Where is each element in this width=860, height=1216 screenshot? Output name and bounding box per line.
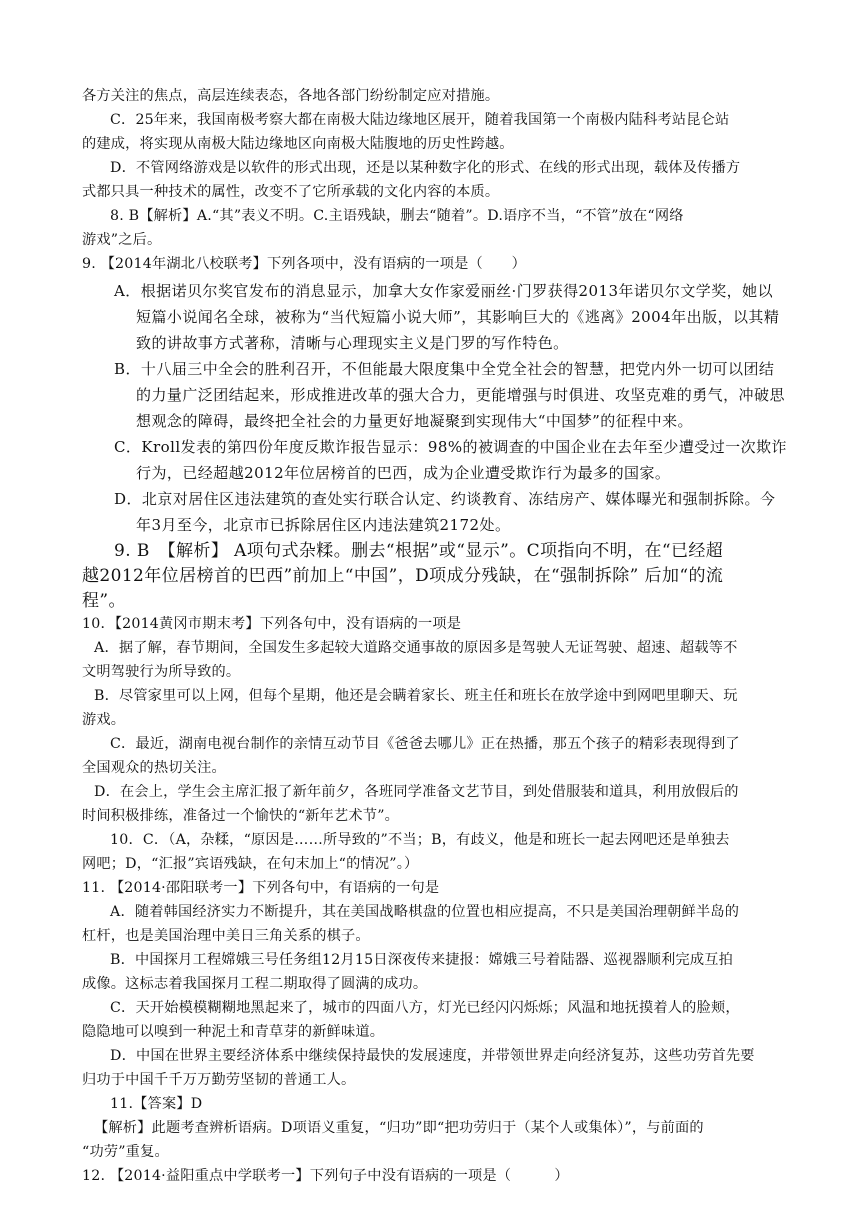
option-line: A．据了解，春节期间，全国发生多起较大道路交通事故的原因多是驾驶人无证驾驶、超速、超载等不 bbox=[94, 640, 738, 656]
option-line: 归功于中国千千万万勤劳坚韧的普通工人。 bbox=[82, 1072, 356, 1088]
option-line: 杠杆，也是美国治理中美日三角关系的棋子。 bbox=[82, 928, 370, 944]
option-line: C．最近，湖南电视台制作的亲情互动节目《爸爸去哪儿》正在热播，那五个孩子的精彩表现得到了 bbox=[110, 736, 740, 752]
option-line: 游戏。 bbox=[82, 712, 126, 728]
option-line: C．天开始模模糊糊地黑起来了，城市的四面八方，灯光已经闪闪烁烁；风温和地抚摸着人的脸颊， bbox=[110, 1000, 740, 1016]
text-line: 的建成，将实现从南极大陆边缘地区向南极大陆腹地的历史性跨越。 bbox=[82, 136, 514, 152]
question-heading: 10．【2014黄冈市期末考】下列各句中，没有语病的一项是 bbox=[82, 616, 462, 632]
option-line: 致的讲故事方式著称，清晰与心理现实主义是门罗的写作特色。 bbox=[136, 334, 569, 352]
question-heading: 12. 【2014·益阳重点中学联考一】下列句子中没有语病的一项是（ ） bbox=[82, 1168, 569, 1184]
text-line: 式都只具一种技术的属性，改变不了它所承载的文化内容的本质。 bbox=[82, 184, 500, 200]
option-line: 想观念的障碍，最终把全社会的力量更好地凝聚到实现伟大“中国梦”的征程中来。 bbox=[136, 412, 693, 430]
option-line: B．十八届三中全会的胜利召开，不但能最大限度集中全党全社会的智慧，把党内外一切可以团结 bbox=[114, 360, 775, 378]
answer-line: 11.【答案】D bbox=[110, 1096, 203, 1112]
option-line: B．中国探月工程嫦娥三号任务组12月15日深夜传来捷报：嫦娥三号着陆器、巡视器顺利完成互拍 bbox=[110, 952, 734, 968]
option-line: A．根据诺贝尔奖官发布的消息显示，加拿大女作家爱丽丝·门罗获得2013年诺贝尔文学奖，她以 bbox=[114, 282, 774, 300]
option-line: 的力量广泛团结起来，形成推进改革的强大合力，更能增强与时俱进、攻坚克难的勇气，冲破思 bbox=[136, 386, 785, 404]
option-line: 短篇小说闻名全球，被称为“当代短篇小说大师”，其影响巨大的《逃离》2004年出版，以其精 bbox=[136, 308, 780, 326]
option-line: 文明驾驶行为所导致的。 bbox=[82, 664, 241, 680]
option-line: D．在会上，学生会主席汇报了新年前夕，各班同学准备文艺节目，到处借服装和道具，利用放假后的 bbox=[94, 784, 739, 800]
option-line: C．Kroll发表的第四份年度反欺诈报告显示：98%的被调查的中国企业在去年至少遭受过一次欺诈 bbox=[114, 438, 787, 456]
option-line: 成像。这标志着我国探月工程二期取得了圆满的成功。 bbox=[82, 976, 428, 992]
question-heading: 9. 【2014年湖北八校联考】下列各项中，没有语病的一项是（ ） bbox=[82, 256, 527, 272]
answer-line: “功劳”重复。 bbox=[82, 1144, 169, 1160]
option-line: 年3月至今，北京市已拆除居住区内违法建筑2172处。 bbox=[136, 516, 511, 534]
answer-line: 越2012年位居榜首的巴西”前加上“中国”，D项成分残缺，在“强制拆除” 后加“的流 bbox=[82, 566, 724, 586]
option-line: A．随着韩国经济实力不断提升，其在美国战略棋盘的位置也相应提高，不只是美国治理朝鲜半岛的 bbox=[110, 904, 740, 920]
text-line: D．不管网络游戏是以软件的形式出现，还是以某种数字化的形式、在线的形式出现，载体及传播方 bbox=[110, 160, 741, 176]
text-line: 各方关注的焦点，高层连续表态，各地各部门纷纷制定应对措施。 bbox=[82, 88, 500, 104]
option-line: 时间积极排练，准备过一个愉快的“新年艺术节”。 bbox=[82, 808, 400, 824]
option-line: D．中国在世界主要经济体系中继续保持最快的发展速度，并带领世界走向经济复苏，这些功劳首先要 bbox=[110, 1048, 755, 1064]
option-line: 全国观众的热切关注。 bbox=[82, 760, 226, 776]
answer-line: 10．C．（A，杂糅，“原因是……所导致的”不当；B，有歧义，他是和班长一起去网吧还是单独去 bbox=[110, 832, 730, 848]
option-line: 行为，已经超越2012年位居榜首的巴西，成为企业遭受欺诈行为最多的国家。 bbox=[136, 464, 671, 482]
answer-line: 游戏”之后。 bbox=[82, 232, 162, 248]
answer-line: 网吧；D，“汇报”宾语残缺，在句末加上“的情况”。） bbox=[82, 856, 419, 872]
text-line: C．25年来，我国南极考察大都在南极大陆边缘地区展开，随着我国第一个南极内陆科考站昆仑站 bbox=[110, 112, 730, 128]
option-line: D．北京对居住区违法建筑的查处实行联合认定、约谈教育、冻结房产、媒体曝光和强制拆除。今 bbox=[114, 490, 776, 508]
answer-line: 程”。 bbox=[82, 591, 126, 611]
question-heading: 11. 【2014·邵阳联考一】下列各句中，有语病的一句是 bbox=[82, 880, 440, 896]
answer-line: 9. B 【解析】 A项句式杂糅。删去“根据”或“显示”。C项指向不明，在“已经超 bbox=[114, 541, 724, 561]
answer-line: 8. B【解析】A.“其”表义不明。C.主语残缺，删去“随着”。D.语序不当，“不管”放在“网络 bbox=[110, 208, 684, 224]
option-line: B．尽管家里可以上网，但每个星期，他还是会瞒着家长、班主任和班长在放学途中到网吧里聊天、玩 bbox=[94, 688, 738, 704]
option-line: 隐隐地可以嗅到一种泥土和青草芽的新鲜味道。 bbox=[82, 1024, 385, 1040]
answer-line: 【解析】此题考查辨析语病。D项语义重复，“归功”即“把功劳归于（某个人或集体）”，与前面的 bbox=[94, 1120, 704, 1136]
